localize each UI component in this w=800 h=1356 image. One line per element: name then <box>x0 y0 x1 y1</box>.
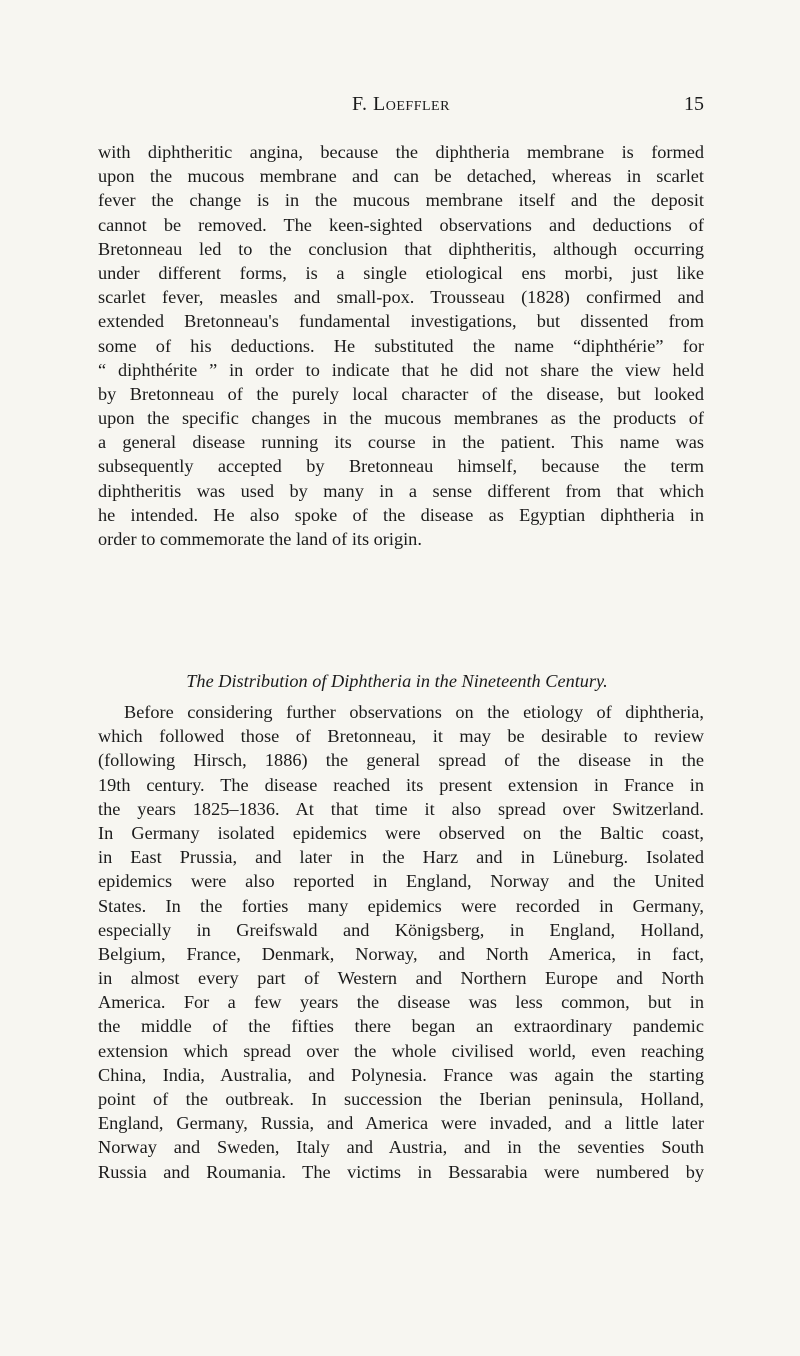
text-line: extension which spread over the whole civilised world, even reaching <box>98 1040 704 1061</box>
text-line: upon the mucous membrane and can be detached, whereas in scarlet <box>98 166 704 187</box>
text-line: in East Prussia, and later in the Harz and in Lüneburg. Isolated <box>98 847 704 868</box>
text-line: cannot be removed. The keen-sighted observations and deductions of <box>98 214 704 235</box>
text-line: point of the outbreak. In succession the Iberian peninsula, Holland, <box>98 1089 704 1109</box>
text-line: which followed those of Bretonneau, it may be desirable to review <box>98 726 704 747</box>
text-line: a general disease running its course in the patient. This name was <box>98 432 704 453</box>
text-line: America. For a few years the disease was less common, but in <box>98 992 704 1013</box>
text-line: China, India, Australia, and Polynesia. France was again the starting <box>98 1064 704 1085</box>
text-line: epidemics were also reported in England, Norway and the United <box>98 871 704 892</box>
text-line: in almost every part of Western and Northern Europe and North <box>98 968 704 989</box>
text-line: he intended. He also spoke of the disease as Egyptian diphtheria in <box>98 504 704 525</box>
text-line: diphtheritis was used by many in a sense different from that which <box>98 480 704 501</box>
text-line: some of his deductions. He substituted the name “diphthérie” for <box>98 335 704 356</box>
text-line: by Bretonneau of the purely local character of the disease, but looked <box>98 383 704 404</box>
text-line: extended Bretonneau's fundamental investigations, but dissented from <box>98 311 704 332</box>
text-line: under different forms, is a single etiological ens morbi, just like <box>98 262 704 283</box>
running-head <box>98 93 704 123</box>
text-line: Before considering further observations on the etiology of diphtheria, <box>124 702 704 722</box>
text-line: scarlet fever, measles and small-pox. Trousseau (1828) confirmed and <box>98 287 704 308</box>
paragraph-continuation <box>98 140 704 551</box>
text-line: order to commemorate the land of its origin. <box>98 529 422 549</box>
text-line: Russia and Roumania. The victims in Bessarabia were numbered by <box>98 1161 704 1182</box>
text-line: (following Hirsch, 1886) the general spread of the disease in the <box>98 750 704 771</box>
running-title: F. Loeffler <box>352 93 450 115</box>
text-line: “ diphthérite ” in order to indicate that he did not share the view held <box>98 359 704 380</box>
text-line: subsequently accepted by Bretonneau himself, because the term <box>98 456 704 477</box>
text-line: upon the specific changes in the mucous membranes as the products of <box>98 408 704 429</box>
text-line: fever the change is in the mucous membrane itself and the deposit <box>98 190 704 211</box>
text-line: Bretonneau led to the conclusion that diphtheritis, although occurring <box>98 238 704 259</box>
text-line: States. In the forties many epidemics were recorded in Germany, <box>98 895 704 916</box>
text-line: the years 1825–1836. At that time it also spread over Switzerland. <box>98 798 704 819</box>
text-line: England, Germany, Russia, and America were invaded, and a little later <box>98 1113 704 1134</box>
section-heading: The Distribution of Diphtheria in the Nineteenth Century. <box>186 671 608 691</box>
text-line: 19th century. The disease reached its present extension in France in <box>98 774 704 795</box>
text-line: with diphtheritic angina, because the diphtheria membrane is formed <box>98 142 704 162</box>
text-line: especially in Greifswald and Königsberg, in England, Holland, <box>98 919 704 940</box>
text-line: In Germany isolated epidemics were observed on the Baltic coast, <box>98 822 704 843</box>
text-line: Belgium, France, Denmark, Norway, and North America, in fact, <box>98 943 704 964</box>
text-line: the middle of the fifties there began an extraordinary pandemic <box>98 1016 704 1037</box>
page-number: 15 <box>684 93 704 115</box>
text-line: Norway and Sweden, Italy and Austria, and in the seventies South <box>98 1137 704 1158</box>
paragraph-distribution <box>98 700 704 1184</box>
